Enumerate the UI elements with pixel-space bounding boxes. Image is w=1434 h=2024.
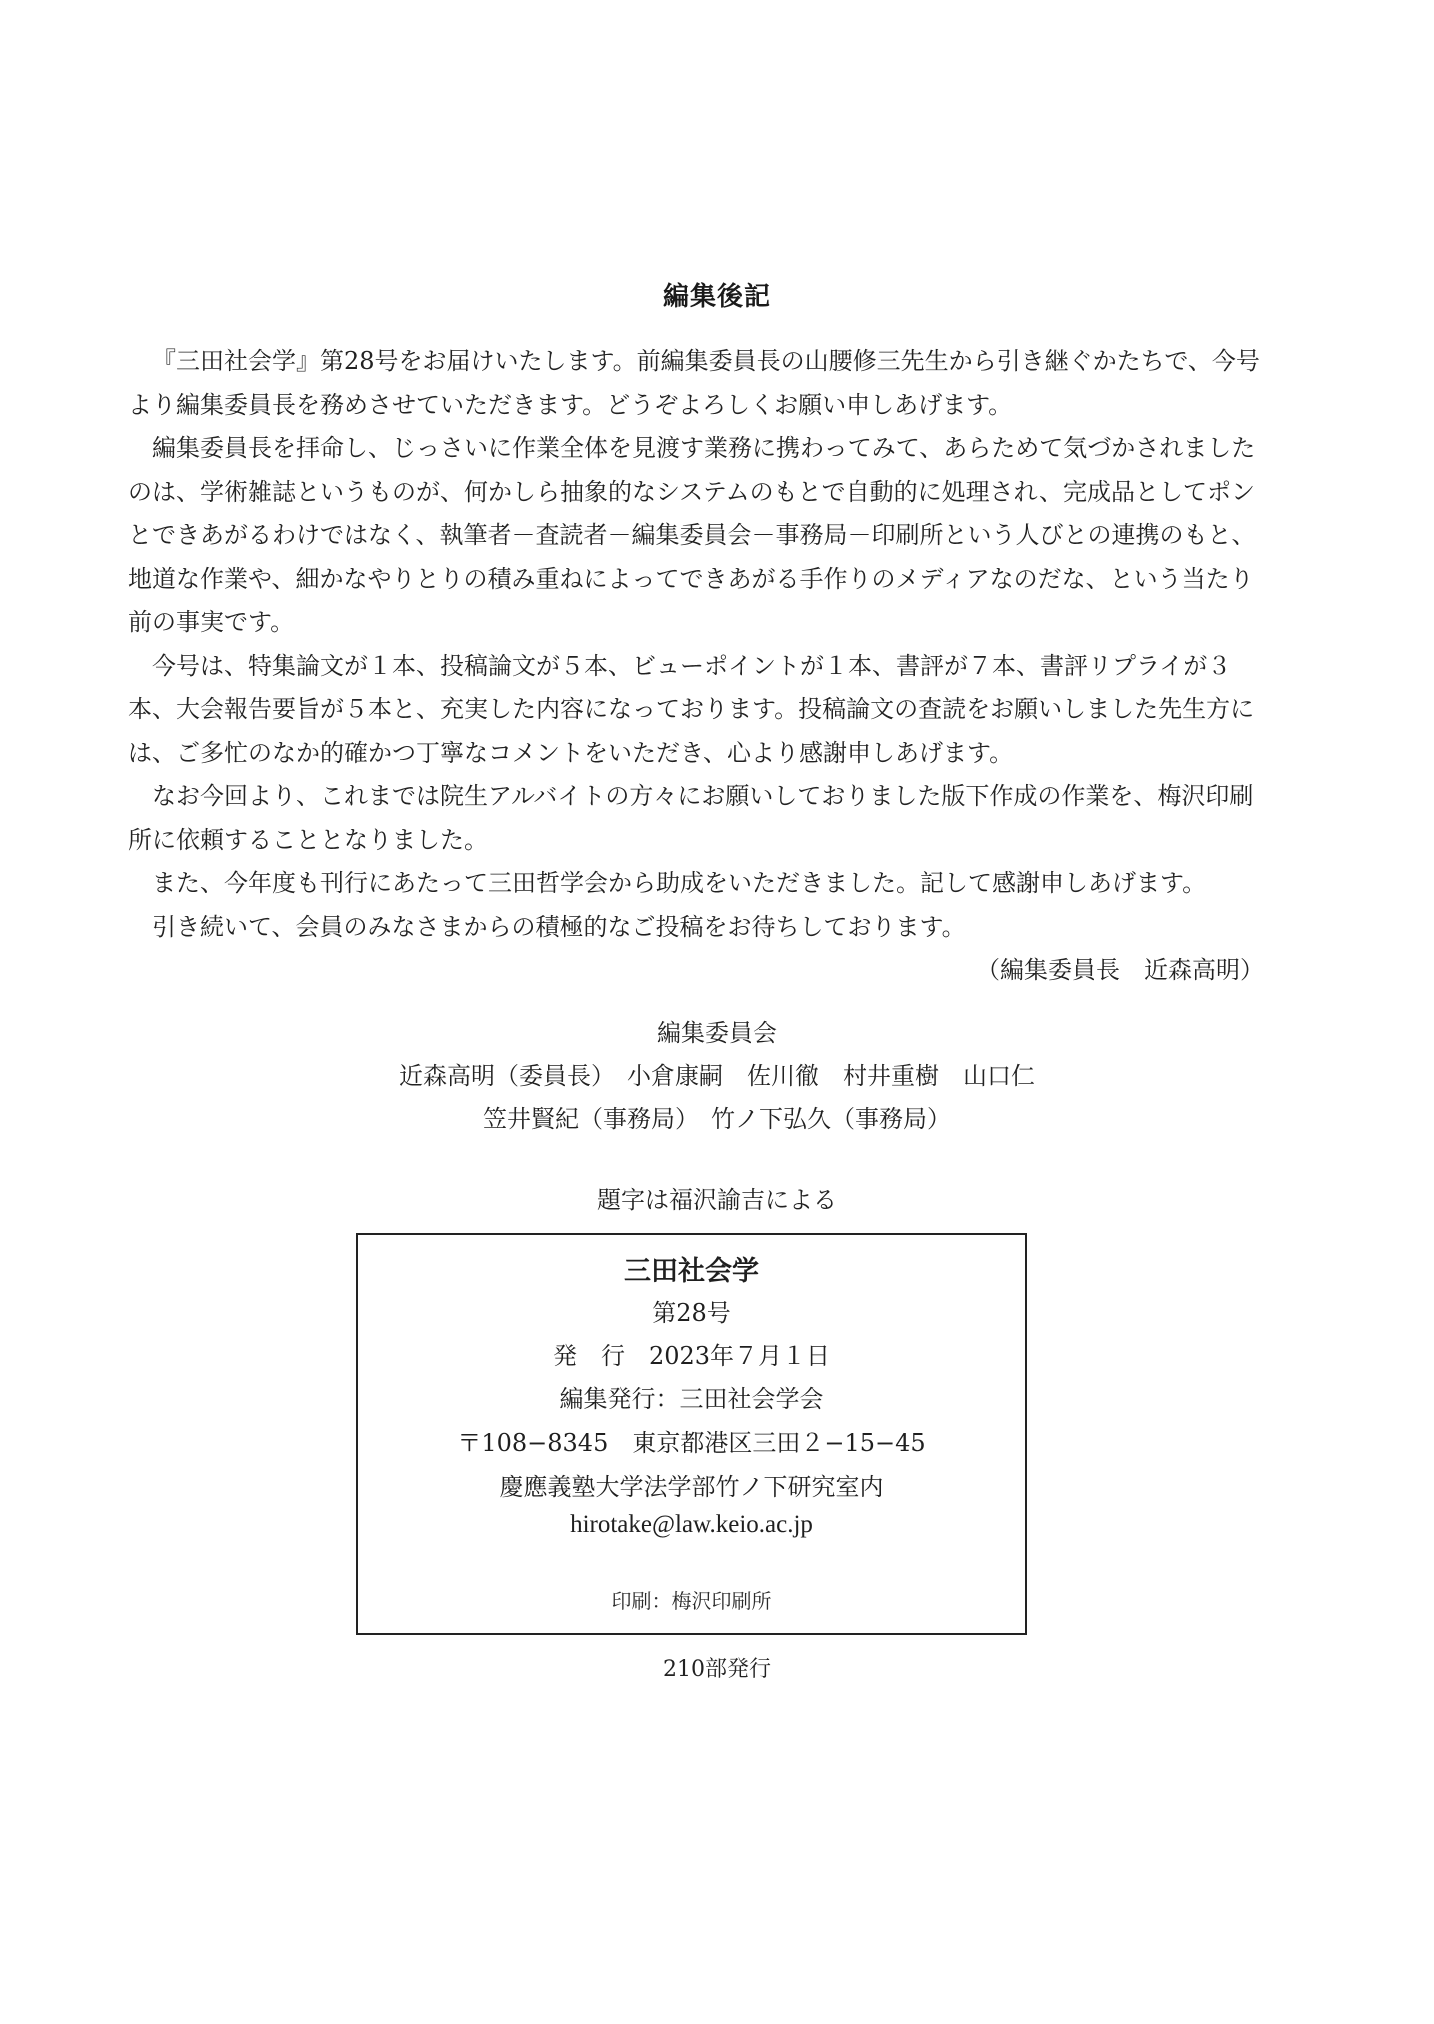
colophon-issue: 第28号 bbox=[652, 1299, 731, 1327]
colophon-date: 発 行 2023年７月１日 bbox=[552, 1342, 831, 1370]
colophon-address: 〒108−8345 東京都港区三田２−15−45 bbox=[457, 1429, 926, 1457]
committee-members-line1: 近森高明（委員長） 小倉康嗣 佐川徹 村井重樹 山口仁 bbox=[399, 1062, 1035, 1090]
title-calligraphy-note: 題字は福沢諭吉による bbox=[597, 1186, 837, 1214]
committee-members-line2: 笠井賢紀（事務局） 竹ノ下弘久（事務局） bbox=[483, 1105, 951, 1133]
committee-heading: 編集委員会 bbox=[657, 1019, 777, 1047]
colophon-journal-name: 三田社会学 bbox=[624, 1256, 759, 1287]
page-title: 編集後記 bbox=[662, 282, 771, 312]
colophon-box bbox=[356, 1233, 1027, 1635]
paragraph-3: 今号は、特集論文が１本、投稿論文が５本、ビューポイントが１本、書評が７本、書評リプライが３本、大会報告要旨が５本と、充実した内容になっております。投稿論文の査読をお願いしました先生方には、ご多忙のなか的確かつ丁寧なコメントをいただき、心より感謝申しあげます。 bbox=[128, 651, 1255, 767]
paragraph-2: 編集委員長を拝命し、じっさいに作業全体を見渡す業務に携わってみて、あらためて気づかされましたのは、学術雑誌というものが、何かしら抽象的なシステムのもとで自動的に処理され、完成品としてポンとできあがるわけではなく、執筆者－査読者－編集委員会－事務局－印刷所という人びとの連携のもと、地道な作業や、細かなやりとりの積み重ねによってできあがる手作りのメディアなのだな、という当たり前の事実です。 bbox=[128, 434, 1256, 636]
colophon-office: 慶應義塾大学法学部竹ノ下研究室内 bbox=[499, 1473, 884, 1501]
paragraph-1: 『三田社会学』第28号をお届けいたします。前編集委員長の山腰修三先生から引き継ぐかたちで、今号より編集委員長を務めさせていただきます。どうぞよろしくお願い申しあげます。 bbox=[128, 347, 1260, 419]
print-run: 210部発行 bbox=[663, 1657, 771, 1682]
colophon-email[interactable]: hirotake@law.keio.ac.jp bbox=[570, 1511, 813, 1538]
paragraph-4: なお今回より、これまでは院生アルバイトの方々にお願いしておりました版下作成の作業を、梅沢印刷所に依頼することとなりました。 bbox=[128, 782, 1254, 854]
colophon-printer: 印刷：梅沢印刷所 bbox=[611, 1589, 772, 1613]
paragraph-5: また、今年度も刊行にあたって三田哲学会から助成をいただきました。記して感謝申しあげます。 bbox=[152, 869, 1207, 897]
editorial-committee bbox=[0, 1012, 1434, 1141]
afterword-body bbox=[128, 340, 1264, 993]
paragraph-6: 引き続いて、会員のみなさまからの積極的なご投稿をお待ちしております。 bbox=[152, 912, 966, 941]
colophon-publisher: 編集発行：三田社会学会 bbox=[559, 1385, 824, 1413]
signature: （編集委員長 近森高明） bbox=[976, 956, 1264, 984]
